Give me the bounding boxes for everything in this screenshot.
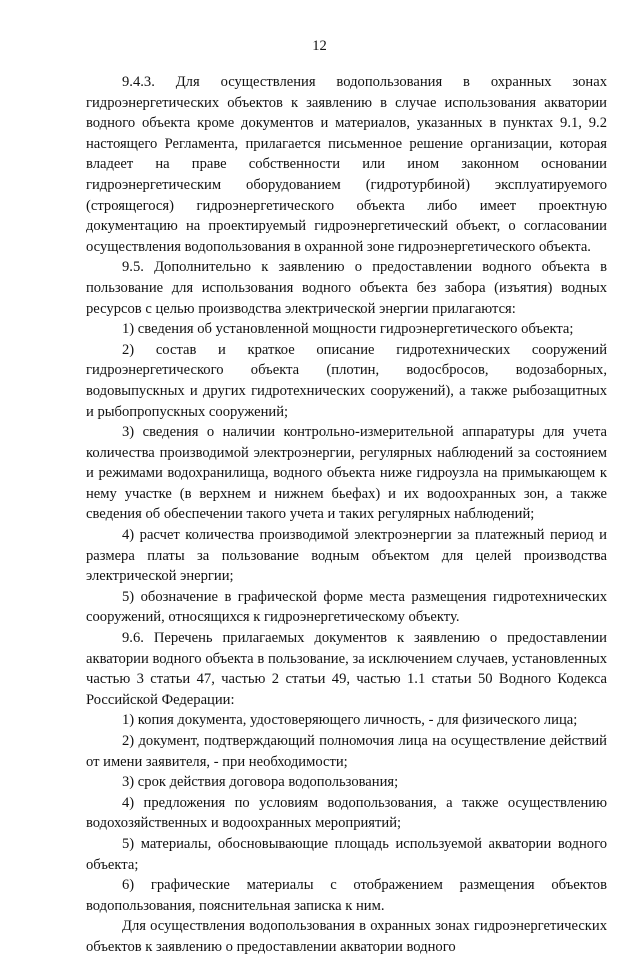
list-item-9-6-2: 2) документ, подтверждающий полномочия лица на осуществление действий от имени заявителя, - при необходимости; [86, 733, 607, 770]
list-item-9-6-6: 6) графические материалы с отображением размещения объектов водопользования, пояснительная записка к ним. [86, 877, 607, 914]
list-item-9-5-1: 1) сведения об установленной мощности гидроэнергетического объекта; [122, 321, 574, 338]
list-item-9-5-2: 2) состав и краткое описание гидротехнических сооружений гидроэнергетического объекта (плотин, водосбросов, водозаборных, водовыпускных и других гидротехнических сооружений), а также рыбозащитных и рыбопропускных сооружений; [86, 341, 607, 420]
list-item-9-5-4: 4) расчет количества производимой электроэнергии за платежный период и размера платы за пользование водным объектом для целей производства электрической энергии; [86, 527, 607, 585]
list-item-9-6-4: 4) предложения по условиям водопользования, а также осуществлению водохозяйственных и водоохранных мероприятий; [86, 794, 607, 832]
page-number: 12 [312, 38, 327, 54]
list-item-9-6-5: 5) материалы, обосновывающие площадь используемой акватории водного объекта; [86, 835, 607, 873]
document-body [86, 72, 607, 958]
paragraph-9-6: 9.6. Перечень прилагаемых документов к заявлению о предоставлении акватории водного объекта в пользование, за исключением случаев, установленных частью 3 статьи 47, частью 2 статьи 49, частью 1.1 статьи 50 Водного Кодекса Российской Федерации: [86, 630, 607, 708]
list-item-9-5-3: 3) сведения о наличии контрольно-измерительной аппаратуры для учета количества производимой электроэнергии, регулярных наблюдений за состоянием и режимами водохранилища, водного объекта ниже гидроузла на примыкающем к нему участке (в верхнем и нижнем бьефах) и их водоохранных зон, а также сведения об обеспечении такого учета и таких регулярных наблюдений; [86, 424, 607, 523]
list-item-9-6-1: 1) копия документа, удостоверяющего личность, - для физического лица; [122, 712, 578, 729]
paragraph-9-5: 9.5. Дополнительно к заявлению о предоставлении водного объекта в пользование для использования водного объекта без забора (изъятия) водных ресурсов с целью производства электрической энергии прилагаются: [86, 259, 607, 317]
list-item-9-6-3: 3) срок действия договора водопользования; [122, 774, 399, 791]
list-item-9-5-5: 5) обозначение в графической форме места размещения гидротехнических сооружений, относящихся к гидроэнергетическому объекту. [86, 588, 607, 626]
paragraph-9-4-3: 9.4.3. Для осуществления водопользования в охранных зонах гидроэнергетических объектов к заявлению в случае использования акватории водного объекта кроме документов и материалов, указанных в пунктах 9.1, 9.2 настоящего Регламента, прилагается письменное решение организации, которая владеет на праве собственности или ином законном основании гидроэнергетическим оборудованием (гидротурбиной) эксплуатируемого (строящегося) гидроэнергетического объекта либо имеет проектную документацию на проектируемый гидроэнергетический объект, о согласовании осуществления водопользования в охранной зоне гидроэнергетического объекта. [86, 74, 607, 255]
paragraph-continued: Для осуществления водопользования в охранных зонах гидроэнергетических объектов к заявлению о предоставлении акватории водного [86, 918, 607, 955]
